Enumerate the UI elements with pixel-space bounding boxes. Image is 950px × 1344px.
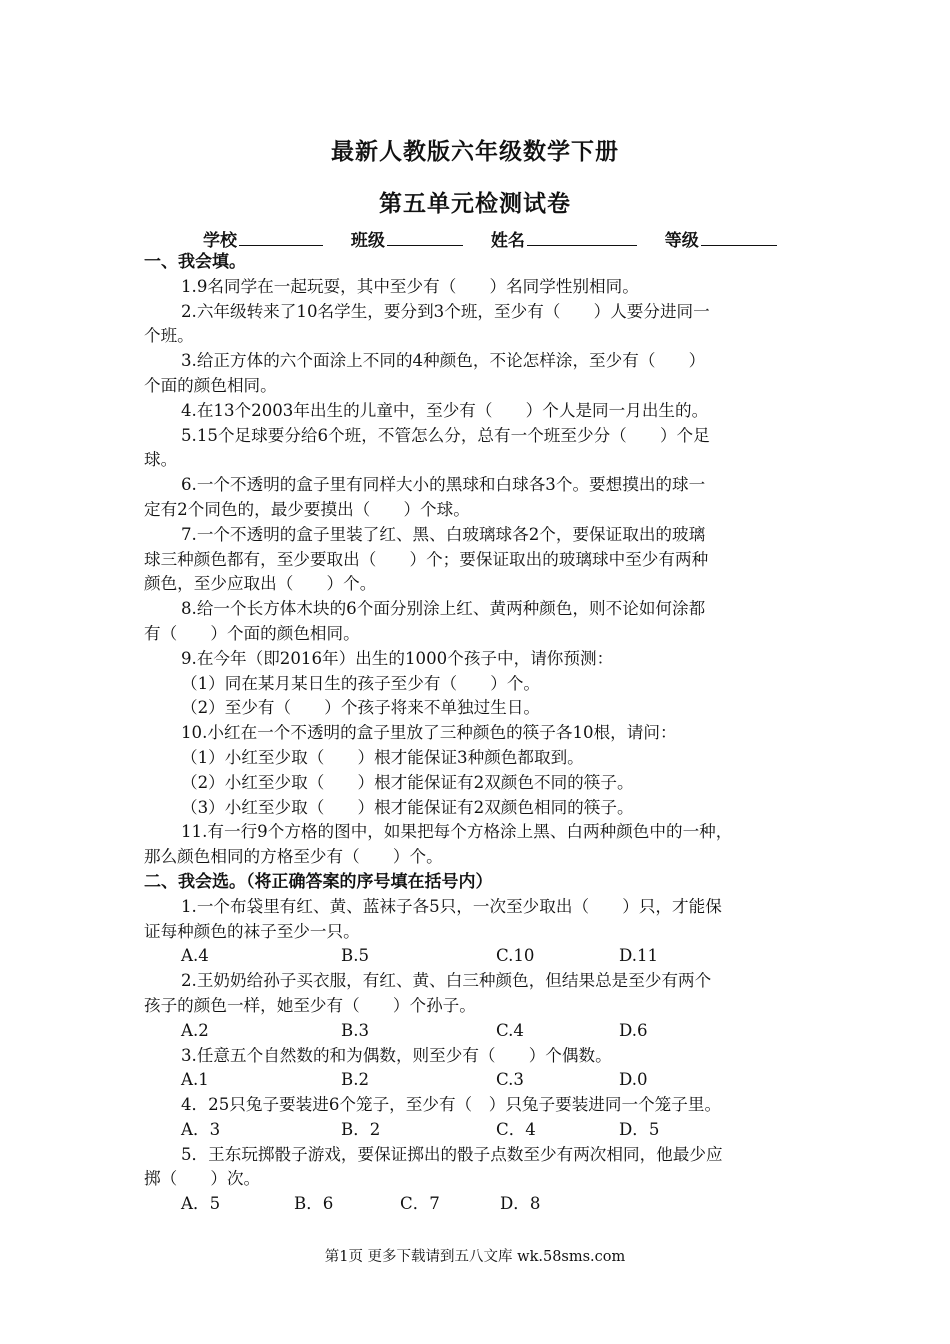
option-a[interactable]: A.2 (181, 1020, 209, 1040)
question-line: 个面的颜色相同。 (144, 375, 277, 395)
option-d[interactable]: D．5 (619, 1119, 660, 1139)
option-row (144, 944, 820, 969)
option-c[interactable]: C.4 (496, 1020, 524, 1040)
section-heading-choice: 二、我会选。（将正确答案的序号填在括号内） (144, 871, 493, 892)
option-row (144, 1192, 820, 1217)
option-c[interactable]: C.3 (496, 1070, 524, 1090)
question-line: 球三种颜色都有，至少要取出（ ）个；要保证取出的玻璃球中至少有两种 (144, 549, 709, 569)
exam-body (144, 250, 820, 1217)
name-label: 姓名 (490, 231, 525, 251)
page-title: 最新人教版六年级数学下册 (331, 138, 619, 165)
question-line: 定有2个同色的，最少要摸出（ ）个球。 (144, 499, 470, 519)
option-row (144, 1068, 820, 1093)
section-heading-fill: 一、我会填。 (144, 252, 246, 272)
option-row (144, 1118, 820, 1143)
question-line: 球。 (144, 450, 178, 470)
option-a[interactable]: A．3 (181, 1119, 221, 1139)
section-fill-questions (144, 275, 820, 870)
grade-label: 等级 (664, 231, 699, 251)
question-line: 10.小红在一个不透明的盒子里放了三种颜色的筷子各10根，请问： (181, 723, 677, 743)
question-text: 4．25只兔子要装进6个笼子，至少有（ ）只兔子要装进同一个笼子里。 (181, 1095, 722, 1115)
class-field[interactable] (351, 226, 463, 251)
option-a[interactable]: A．5 (181, 1194, 221, 1214)
question-line: （3）小红至少取（ ）根才能保证有2双颜色相同的筷子。 (181, 797, 634, 817)
question-line: 11.有一行9个方格的图中，如果把每个方格涂上黑、白两种颜色中的一种， (181, 822, 733, 842)
page-footer: 第1页 更多下载请到五八文库 wk.58sms.com (324, 1249, 626, 1265)
option-d[interactable]: D.11 (619, 946, 659, 966)
question-line: 1.9名同学在一起玩耍，其中至少有（ ）名同学性别相同。 (181, 276, 639, 296)
grade-field[interactable] (665, 226, 777, 251)
question-line: 4.在13个2003年出生的儿童中，至少有（ ）个人是同一月出生的。 (181, 400, 709, 420)
question-line: （1）同在某月某日生的孩子至少有（ ）个。 (181, 673, 541, 693)
question-line: 7.一个不透明的盒子里装了红、黑、白玻璃球各2个，要保证取出的玻璃 (181, 524, 706, 544)
question-text: 掷（ ）次。 (144, 1169, 261, 1189)
question-text: 1.一个布袋里有红、黄、蓝袜子各5只，一次至少取出（ ）只，才能保 (181, 896, 722, 916)
question-line: （2）小红至少取（ ）根才能保证有2双颜色不同的筷子。 (181, 772, 634, 792)
school-field[interactable] (203, 226, 323, 251)
option-c[interactable]: C.10 (496, 946, 535, 966)
choice-question-4 (144, 1093, 820, 1143)
question-line: （1）小红至少取（ ）根才能保证3种颜色都取到。 (181, 747, 584, 767)
question-line: 有（ ）个面的颜色相同。 (144, 623, 360, 643)
option-row (144, 1019, 820, 1044)
option-d[interactable]: D．8 (500, 1194, 541, 1214)
name-field[interactable] (491, 226, 637, 251)
choice-question-5 (144, 1143, 820, 1217)
class-label: 班级 (350, 231, 385, 251)
question-line: 3.给正方体的六个面涂上不同的4种颜色，不论怎样涂，至少有（ ） (181, 351, 706, 371)
choice-question-2 (144, 969, 820, 1043)
question-text: 2.王奶奶给孙子买衣服，有红、黄、白三种颜色，但结果总是至少有两个 (181, 971, 712, 991)
question-line: 6.一个不透明的盒子里有同样大小的黑球和白球各3个。要想摸出的球一 (181, 475, 706, 495)
page-subtitle: 第五单元检测试卷 (379, 190, 571, 217)
question-line: （2）至少有（ ）个孩子将来不单独过生日。 (181, 698, 541, 718)
option-b[interactable]: B．2 (341, 1119, 381, 1139)
question-line: 个班。 (144, 326, 194, 346)
question-text: 孩子的颜色一样，她至少有（ ）个孙子。 (144, 995, 476, 1015)
option-a[interactable]: A.1 (181, 1070, 209, 1090)
question-line: 8.给一个长方体木块的6个面分别涂上红、黄两种颜色，则不论如何涂都 (181, 599, 706, 619)
option-b[interactable]: B.5 (341, 946, 370, 966)
option-c[interactable]: C．7 (400, 1194, 440, 1214)
question-line: 2.六年级转来了10名学生，要分到3个班，至少有（ ）人要分进同一 (181, 301, 710, 321)
question-line: 颜色，至少应取出（ ）个。 (144, 574, 377, 594)
student-info-row (203, 226, 823, 251)
option-b[interactable]: B．6 (294, 1194, 334, 1214)
question-text: 证每种颜色的袜子至少一只。 (144, 921, 360, 941)
option-a[interactable]: A.4 (181, 946, 209, 966)
question-line: 5.15个足球要分给6个班，不管怎么分，总有一个班至少分（ ）个足 (181, 425, 710, 445)
option-d[interactable]: D.0 (619, 1070, 648, 1090)
option-b[interactable]: B.3 (341, 1020, 370, 1040)
option-b[interactable]: B.2 (341, 1070, 370, 1090)
school-label: 学校 (203, 231, 237, 251)
choice-question-3 (144, 1044, 820, 1094)
question-text: 5．王东玩掷骰子游戏，要保证掷出的骰子点数至少有两次相同，他最少应 (181, 1144, 723, 1164)
question-line: 9.在今年（即2016年）出生的1000个孩子中，请你预测： (181, 648, 614, 668)
question-line: 那么颜色相同的方格至少有（ ）个。 (144, 847, 443, 867)
option-d[interactable]: D.6 (619, 1020, 648, 1040)
option-c[interactable]: C．4 (496, 1119, 536, 1139)
question-text: 3.任意五个自然数的和为偶数，则至少有（ ）个偶数。 (181, 1045, 612, 1065)
choice-question-1 (144, 895, 820, 969)
